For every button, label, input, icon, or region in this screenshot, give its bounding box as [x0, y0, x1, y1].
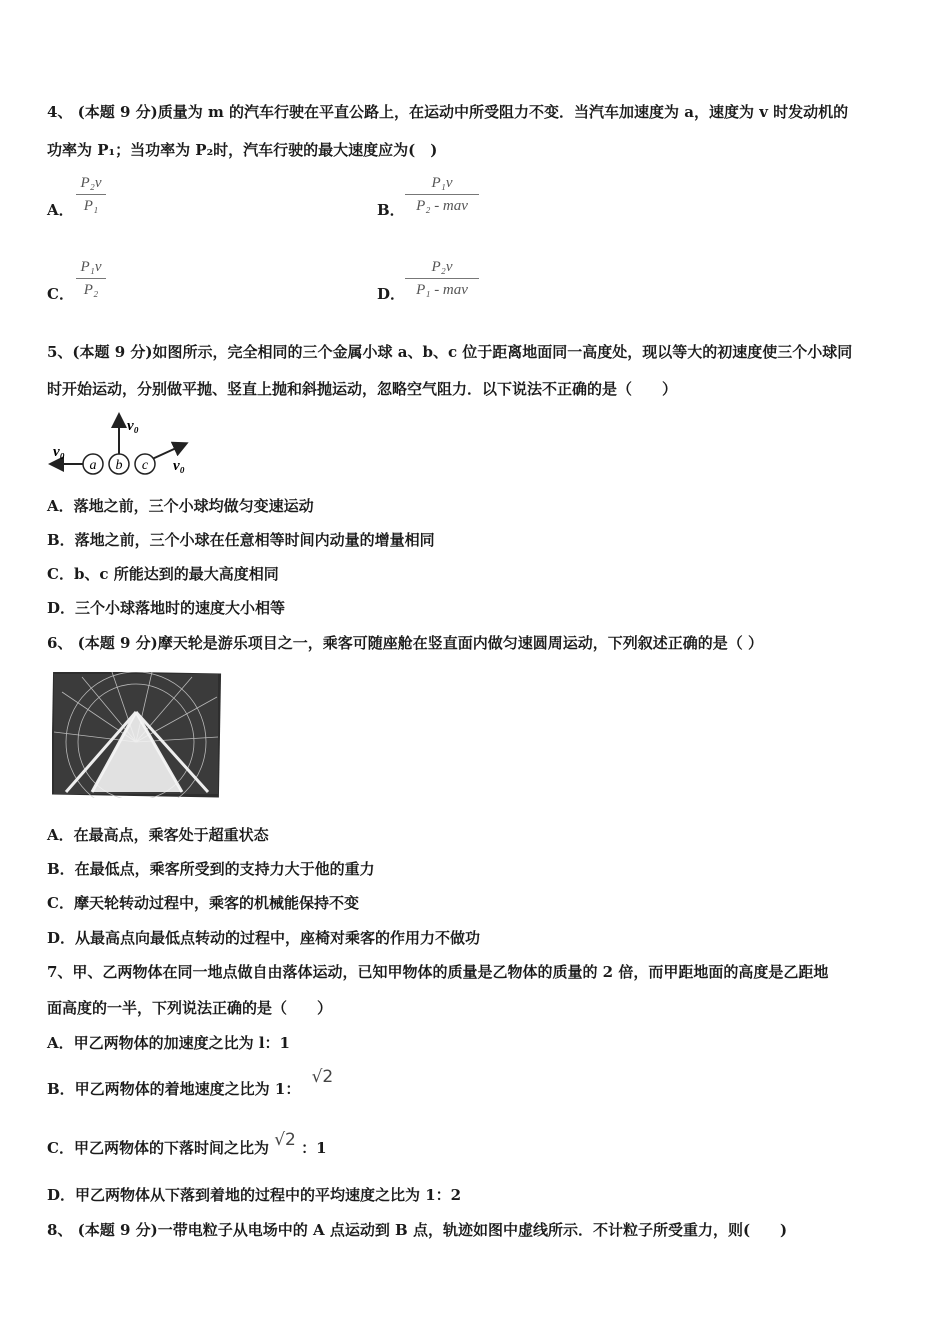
q4-d-denominator: P₁ - mav [416, 282, 468, 298]
q7-option-c-suffix: ：1 [301, 1139, 327, 1157]
q4-b-numerator: P₁v [431, 175, 453, 191]
q5-option-b[interactable]: B．落地之前，三个小球在任意相等时间内动量的增量相同 [47, 531, 435, 549]
q4-option-a-label[interactable]: A． [47, 201, 74, 219]
q7-option-b[interactable] [47, 1067, 334, 1099]
q7-option-c[interactable] [47, 1130, 327, 1158]
v-left-label: v₀ [53, 444, 65, 460]
q7-option-b-text: B．甲乙两物体的着地速度之比为 1： [47, 1080, 301, 1098]
q4-a-denominator: P₁ [83, 198, 99, 214]
q4-a-numerator: P₂v [80, 175, 102, 191]
q5-stem-line2: 时开始运动，分别做平抛、竖直上抛和斜抛运动，忽略空气阻力．以下说法不正确的是（ ） [47, 380, 678, 398]
q6-option-b[interactable]: B．在最低点，乘客所受到的支持力大于他的重力 [47, 860, 375, 878]
q5-option-d[interactable]: D．三个小球落地时的速度大小相等 [47, 599, 286, 617]
q5-balls-diagram [47, 410, 207, 480]
q7-option-d[interactable]: D．甲乙两物体从下落到着地的过程中的平均速度之比为 1：2 [47, 1186, 462, 1204]
q4-c-numerator: P₁v [80, 259, 102, 275]
q7-option-a[interactable]: A．甲乙两物体的加速度之比为 l：1 [47, 1034, 290, 1052]
q5-option-a[interactable]: A．落地之前，三个小球均做匀变速运动 [47, 497, 314, 515]
v-right-label: v₀ [173, 458, 185, 474]
q5-option-c[interactable]: C．b、c 所能达到的最大高度相同 [47, 565, 279, 583]
ball-c-label: c [141, 458, 149, 473]
q4-option-c-label[interactable]: C． [47, 285, 74, 303]
q7-option-c-sqrt: √2 [274, 1130, 296, 1150]
q4-option-c-fraction [76, 258, 106, 299]
q4-c-denominator: P₂ [83, 282, 99, 298]
q4-d-numerator: P₂v [431, 259, 453, 275]
q4-b-denominator: P₂ - mav [416, 198, 468, 214]
ball-b-label: b [115, 458, 123, 473]
q7-stem-line2: 面高度的一半，下列说法正确的是（ ） [47, 999, 333, 1017]
ball-a-label: a [89, 458, 97, 473]
q6-option-d[interactable]: D．从最高点向最低点转动的过程中，座椅对乘客的作用力不做功 [47, 929, 481, 947]
ferris-wheel-photo [52, 672, 222, 798]
v-up-label: v₀ [127, 418, 139, 434]
q4-option-b-fraction [405, 174, 479, 215]
q8-stem-line1: 8、 (本题 9 分)一带电粒子从电场中的 A 点运动到 B 点，轨迹如图中虚线所示．不计粒子所受重力，则( ) [47, 1221, 788, 1239]
q7-option-c-text: C．甲乙两物体的下落时间之比为 [47, 1139, 269, 1157]
q6-option-a[interactable]: A．在最高点，乘客处于超重状态 [47, 826, 269, 844]
q5-stem-line1: 5、(本题 9 分)如图所示，完全相同的三个金属小球 a、b、c 位于距离地面同一高度处，现以等大的初速度使三个小球同 [47, 343, 853, 361]
q4-stem-line2: 功率为 P₁；当功率为 P₂时，汽车行驶的最大速度应为( ) [47, 141, 438, 159]
q4-option-d-fraction [405, 258, 479, 299]
q4-option-a-fraction [76, 174, 106, 215]
q4-option-b-label[interactable]: B． [377, 201, 405, 219]
q4-option-d-label[interactable]: D． [377, 285, 406, 303]
q7-stem-line1: 7、甲、乙两物体在同一地点做自由落体运动，已知甲物体的质量是乙物体的质量的 2 倍，而甲距地面的高度是乙距地 [47, 963, 829, 981]
q7-option-b-sqrt: √2 [311, 1067, 334, 1087]
q6-option-c[interactable]: C．摩天轮转动过程中，乘客的机械能保持不变 [47, 894, 359, 912]
q4-stem-line1: 4、 (本题 9 分)质量为 m 的汽车行驶在平直公路上，在运动中所受阻力不变．当汽车加速度为 a，速度为 v 时发动机的 [47, 103, 849, 121]
q6-stem-line1: 6、 (本题 9 分)摩天轮是游乐项目之一，乘客可随座舱在竖直面内做匀速圆周运动，下列叙述正确的是（ ） [47, 634, 763, 652]
